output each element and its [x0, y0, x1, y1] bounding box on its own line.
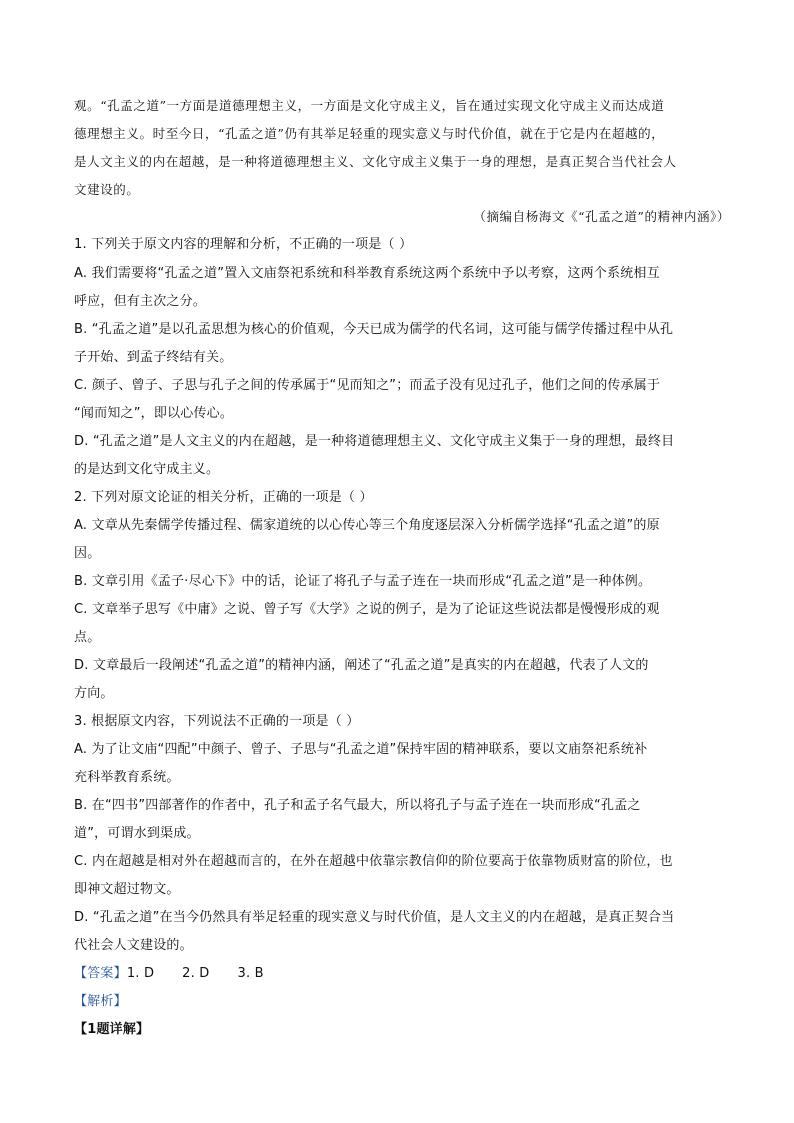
question-2-option-b: B. 文章引用《孟子·尽心下》中的话，论证了将孔子与孟子连在一块而形成“孔孟之道”是一种体例。 — [74, 574, 652, 589]
analysis-tag: 【解析】 — [74, 994, 127, 1009]
question-1-option-d: D. “孔孟之道”是人文主义的内在超越，是一种将道德理想主义、文化守成主义集于一身的理想，最终目 — [74, 434, 675, 449]
answer-line — [74, 962, 264, 981]
question-2-option-d-cont: 方向。 — [74, 686, 114, 701]
passage-line: 是人文主义的内在超越，是一种将道德理想主义、文化守成主义集于一身的理想，是真正契合当代社会人 — [74, 154, 677, 169]
answer-item-1: 1. D — [126, 966, 155, 981]
passage-line: 德理想主义。时至今日，“孔孟之道”仍有其举足轻重的现实意义与时代价值，就在于它是内在超越的， — [74, 126, 665, 141]
question-1-option-d-cont: 的是达到文化守成主义。 — [74, 462, 220, 477]
question-2-stem: 2. 下列对原文论证的相关分析，正确的一项是（ ） — [74, 490, 373, 505]
question-2-option-c-cont: 点。 — [74, 630, 101, 645]
question-1-option-a: A. 我们需要将“孔孟之道”置入文庙祭祀系统和科举教育系统这两个系统中予以考察，这两个系统相互 — [74, 266, 660, 281]
question-3-option-c-cont: 即神文超过物文。 — [74, 882, 180, 897]
question-3-stem: 3. 根据原文内容，下列说法不正确的一项是（ ） — [74, 714, 360, 729]
answer-item-3: 3. B — [237, 966, 264, 981]
question-2-option-d: D. 文章最后一段阐述“孔孟之道”的精神内涵，阐述了“孔孟之道”是真实的内在超越，代表了人文的 — [74, 658, 649, 673]
answer-item-2: 2. D — [182, 966, 210, 981]
question-3-option-b: B. 在“四书”四部著作的作者中，孔子和孟子名气最大，所以将孔子与孟子连在一块而形成“孔孟之 — [74, 798, 641, 813]
question-3-option-d: D. “孔孟之道”在当今仍然具有举足轻重的现实意义与时代价值，是人文主义的内在超越，是真正契合当 — [74, 910, 675, 925]
question-1-option-b: B. “孔孟之道”是以孔孟思想为核心的价值观，今天已成为儒学的代名词，这可能与儒学传播过程中从孔 — [74, 322, 674, 337]
question-3-option-d-cont: 代社会人文建设的。 — [74, 938, 193, 953]
question-3-option-a-cont: 充科举教育系统。 — [74, 770, 180, 785]
detail-heading: 【1题详解】 — [74, 1022, 150, 1037]
question-3-option-b-cont: 道”，可谓水到渠成。 — [74, 826, 200, 841]
question-2-option-a: A. 文章从先秦儒学传播过程、儒家道统的以心传心等三个角度逐层深入分析儒学选择“孔孟之道”的原 — [74, 518, 660, 533]
passage-line: 观。“孔孟之道”一方面是道德理想主义，一方面是文化守成主义，旨在通过实现文化守成主义而达成道 — [74, 98, 665, 113]
question-1-option-c: C. 颜子、曾子、子思与孔子之间的传承属于“见而知之”；而孟子没有见过孔子，他们之间的传承属于 — [74, 378, 661, 393]
question-2-option-c: C. 文章举子思写《中庸》之说、曾子写《大学》之说的例子，是为了论证这些说法都是慢慢形成的观 — [74, 602, 660, 617]
question-1-option-c-cont: “闻而知之”，即以心传心。 — [74, 406, 234, 421]
question-3-option-c: C. 内在超越是相对外在超越而言的，在外在超越中依靠宗教信仰的阶位要高于依靠物质财富的阶位，也 — [74, 854, 673, 869]
question-1-stem: 1. 下列关于原文内容的理解和分析，不正确的一项是（ ） — [74, 237, 413, 252]
question-1-option-a-cont: 呼应，但有主次之分。 — [74, 294, 207, 309]
question-3-option-a: A. 为了让文庙“四配”中颜子、曾子、子思与“孔孟之道”保持牢固的精神联系，要以文庙祭祀系统补 — [74, 742, 648, 757]
passage-source: （摘编自杨海文《“孔孟之道”的精神内涵》） — [473, 209, 730, 224]
answer-tag: 【答案】 — [74, 966, 127, 981]
question-2-option-a-cont: 因。 — [74, 546, 101, 561]
question-1-option-b-cont: 子开始、到孟子终结有关。 — [74, 350, 233, 365]
passage-line: 文建设的。 — [74, 182, 140, 197]
